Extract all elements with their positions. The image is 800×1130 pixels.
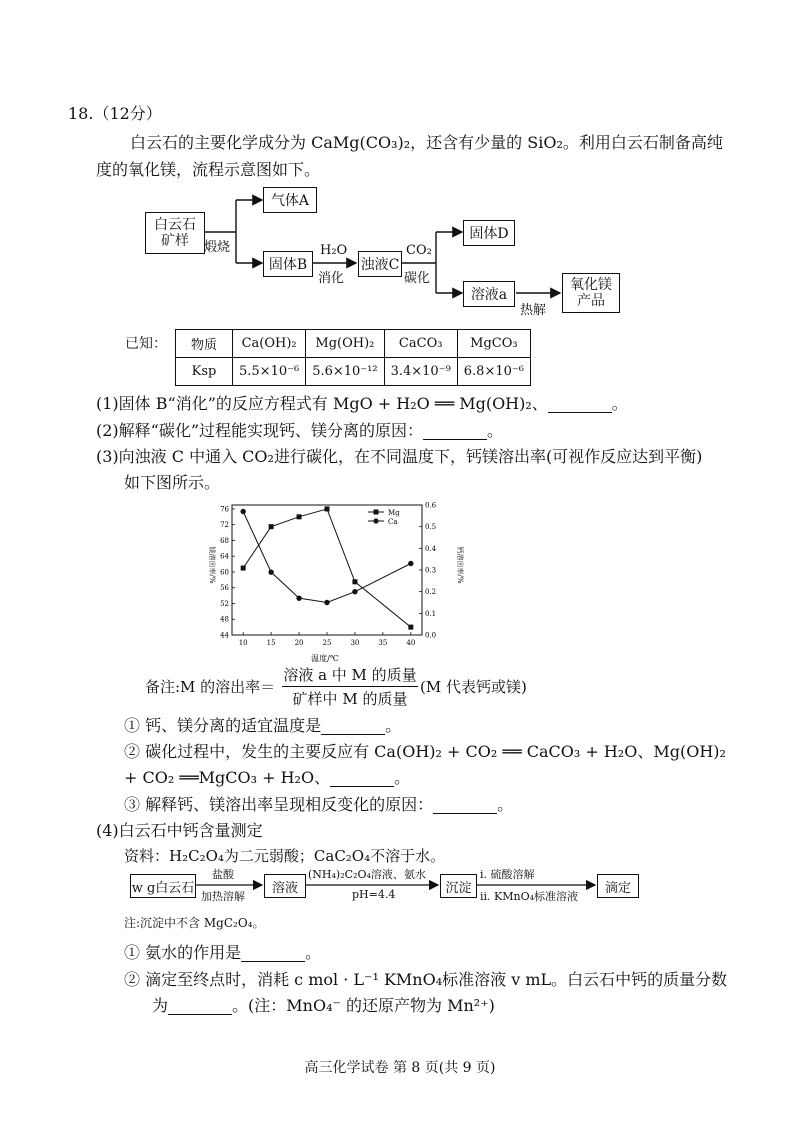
answer-blank[interactable] [548,398,612,413]
q3-line-2: 如下图所示。 [124,473,221,492]
heat-dissolve-label: 加热溶解 [201,890,245,903]
sub2-end: 。 [394,768,411,787]
series-ca-point [296,595,301,600]
series-mg-point [269,524,274,529]
y-axis-left-label: 镁溶出率/% [208,546,216,584]
sub3-text [124,795,513,814]
intro-line-2: 度的氧化镁，流程示意图如下。 [96,160,321,179]
y-right-tick-label: 0.6 [425,501,437,510]
series-mg-point [241,566,246,571]
co2-label: CO₂ [406,243,432,258]
known-label: 已知： [125,336,167,352]
y-right-tick-label: 0.4 [425,544,437,553]
sub4-1-text [124,943,321,962]
product-label-1: 氧化镁 [570,276,612,293]
answer-blank[interactable] [168,1000,232,1015]
carbonize-label: 碳化 [404,271,431,286]
series-mg-line [243,509,411,627]
dissolution-chart [200,495,470,665]
x-tick-label: 35 [378,639,388,647]
ore-label-2: 矿样 [161,233,189,249]
legend-mg-label: Mg [388,509,400,517]
q3-line-1: (3)向浊液 C 中通入 CO₂进行碳化，在不同温度下，钙镁溶出率(可视作反应达到平衡) [96,447,703,466]
sub2-line-1: ② 碳化过程中，发生的主要反应有 Ca(OH)₂ + CO₂ ══ CaCO₃ + H₂O、Mg(OH)₂ [124,742,726,761]
q1-text [96,394,628,413]
ore-box [145,212,205,254]
calcine-label: 煅烧 [204,240,231,255]
y-left-tick-label: 56 [220,584,229,593]
series-ca-point [352,589,357,594]
step-i-label: i. 硫酸溶解 [480,868,535,881]
x-axis-label: 温度/℃ [311,654,339,663]
x-tick-label: 20 [294,639,304,647]
series-ca-point [268,569,273,574]
gas-a-box: 气体A [263,187,317,213]
y-left-tick-label: 76 [220,505,229,514]
header-cell: Ca(OH)₂ [233,330,306,358]
q2-end: 。 [487,421,504,440]
sub4-2-prefix: 为 [152,996,169,1015]
sub1-text [124,716,401,735]
legend-ca-label: Ca [388,518,398,526]
y-right-tick-label: 0.2 [425,588,437,597]
page-footer: 高三化学试卷 第 8 页(共 9 页) [304,1060,496,1076]
sample-box: w g白云石 [130,874,196,898]
y-right-tick-label: 0.0 [425,631,437,640]
product-label-2: 产品 [577,293,605,309]
solid-d-box: 固体D [463,220,515,246]
answer-blank[interactable] [330,772,394,787]
x-tick-label: 10 [238,639,248,647]
note-suffix: (M 代表钙或镁) [420,678,527,696]
question-number: 18.（12分） [68,104,162,123]
series-ca-point [240,509,245,514]
q2-stem: (2)解释“碳化”过程能实现钙、镁分离的原因： [96,421,424,440]
q4-title: (4)白云石中钙含量测定 [96,821,263,840]
sub4-1-end: 。 [305,943,322,962]
y-left-tick-label: 64 [220,552,229,561]
answer-blank[interactable] [241,947,305,962]
solid-b-box: 固体B [263,251,313,277]
note-numerator: 溶液 a 中 M 的质量 [282,664,418,687]
q1-end: 。 [611,394,628,413]
sub2-line-2 [124,768,410,787]
step-ii-label: ii. KMnO₄标准溶液 [480,890,579,903]
h2o-label: H₂O [320,243,348,258]
sub3-end: 。 [497,795,514,814]
y-right-tick-label: 0.5 [425,523,437,532]
answer-blank[interactable] [433,799,497,814]
y-left-tick-label: 68 [220,536,229,545]
ksp-table [175,329,531,386]
pyrolysis-label: 热解 [520,303,547,318]
sub2-stem: + CO₂ ══MgCO₃ + H₂O、 [124,768,331,787]
sub4-2-line-2 [152,996,495,1015]
ore-label-1: 白云石 [154,216,196,233]
series-mg-point [352,579,357,584]
sub1-stem: ① 钙、镁分离的适宜温度是 [124,716,322,735]
series-mg-point [297,514,302,519]
value-cell: 6.8×10⁻⁶ [457,358,530,386]
y-right-tick-label: 0.1 [425,609,437,618]
y-axis-right-label: 钙溶出率/% [456,546,464,584]
ksp-label-cell: Ksp [176,358,233,386]
x-tick-label: 30 [350,639,360,647]
series-ca-point [408,561,413,566]
x-tick-label: 25 [322,639,332,647]
series-mg-point [325,506,330,511]
note-denominator: 矿样中 M 的质量 [292,690,408,708]
answer-blank[interactable] [423,425,487,440]
sub4-1-stem: ① 氨水的作用是 [124,943,242,962]
y-left-tick-label: 44 [220,631,229,640]
q4-info: 资料：H₂C₂O₄为二元弱酸；CaC₂O₄不溶于水。 [124,847,446,865]
slurry-c-box: 浊液C [358,251,402,277]
y-left-tick-label: 72 [220,521,229,530]
product-box [562,273,620,313]
chart-legend [368,509,400,526]
series-mg-point [408,625,413,630]
x-tick-label: 40 [406,639,416,647]
note-fraction [282,664,418,709]
legend-mg-marker [374,510,379,515]
slake-label: 消化 [318,271,345,286]
series-ca-line [243,512,411,603]
sub4-2-suffix: 。(注：MnO₄⁻ 的还原产物为 Mn²⁺) [232,996,495,1015]
y-left-tick-label: 48 [220,615,229,624]
note-prefix: 备注:M 的溶出率＝ [145,678,276,696]
legend-ca-marker [373,518,378,523]
series-ca-point [324,600,329,605]
header-cell: 物质 [176,330,233,358]
flow-arrows [0,0,800,330]
solution-box: 溶液 [264,874,306,898]
value-cell: 5.6×10⁻¹² [306,358,384,386]
answer-blank[interactable] [321,720,385,735]
flow2-note: 注:沉淀中不含 MgC₂O₄。 [124,916,265,930]
header-cell: MgCO₃ [457,330,530,358]
solution-a-box: 溶液a [463,281,515,307]
reagents-label: (NH₄)₂C₂O₄溶液、氨水 [308,868,426,881]
sub3-stem: ③ 解释钙、镁溶出率呈现相反变化的原因： [124,795,434,814]
precipitate-box: 沉淀 [440,874,477,898]
ksp-header-row [176,330,531,358]
hcl-label: 盐酸 [212,868,234,881]
sub1-end: 。 [385,716,402,735]
ph-label: pH=4.4 [352,888,396,901]
header-cell: Mg(OH)₂ [306,330,384,358]
q2-text [96,421,503,440]
value-cell: 3.4×10⁻⁹ [384,358,457,386]
header-cell: CaCO₃ [384,330,457,358]
x-tick-label: 15 [266,639,276,647]
y-left-tick-label: 60 [220,568,229,577]
q1-stem: (1)固体 B“消化”的反应方程式有 MgO + H₂O ══ Mg(OH)₂、 [96,394,548,413]
ksp-value-row [176,358,531,386]
y-left-tick-label: 52 [220,599,229,608]
titration-box: 滴定 [597,874,639,898]
y-right-tick-label: 0.3 [425,566,437,575]
sub4-2-line-1: ② 滴定至终点时，消耗 c mol · L⁻¹ KMnO₄标准溶液 v mL。白云石中钙的质量分数 [124,970,728,989]
intro-line-1: 白云石的主要化学成分为 CaMg(CO₃)₂，还含有少量的 SiO₂。利用白云石制备高纯 [130,133,723,152]
value-cell: 5.5×10⁻⁶ [233,358,306,386]
